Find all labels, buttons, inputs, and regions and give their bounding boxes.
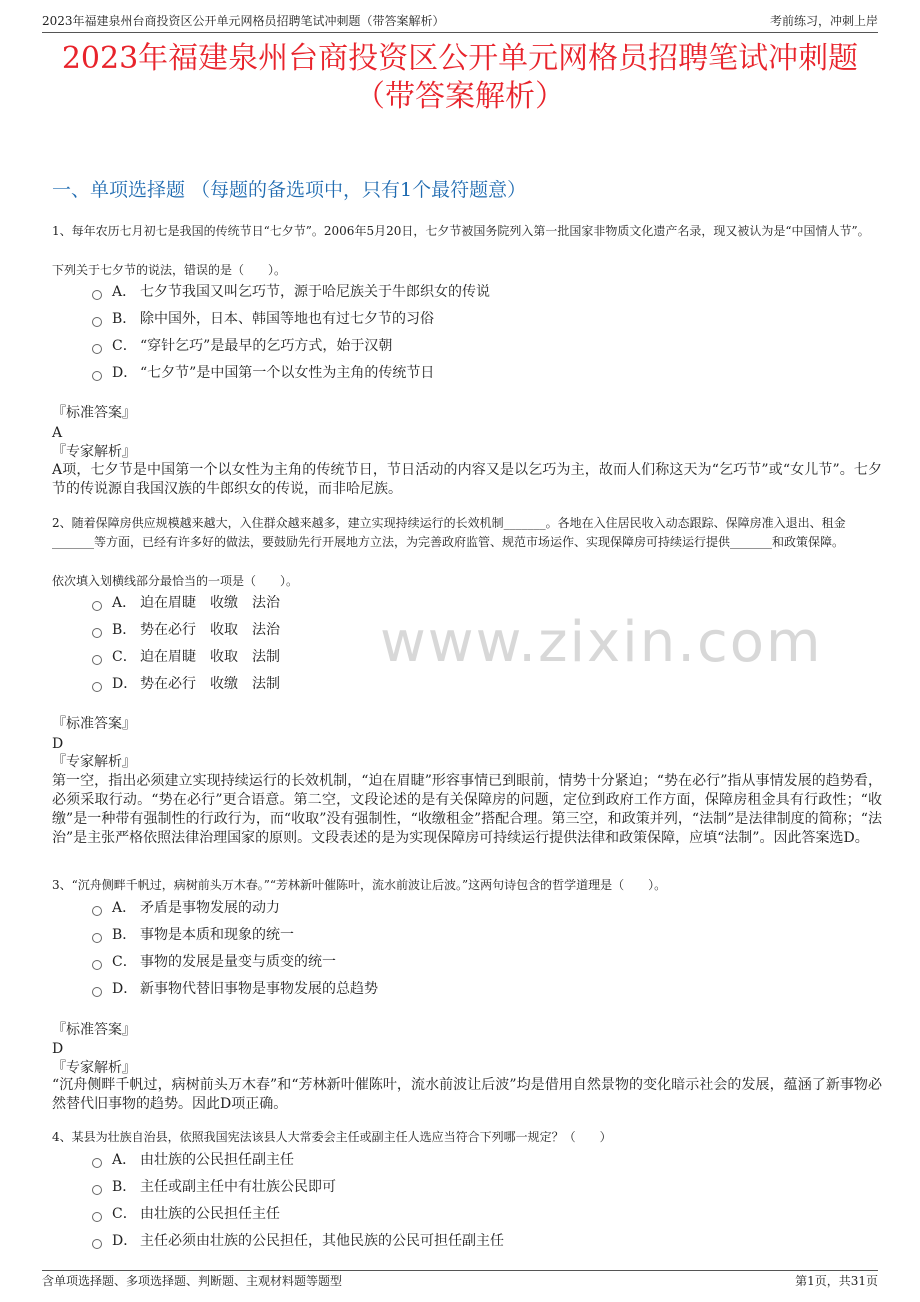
footer-page-number: 第1页，共31页 (795, 1274, 878, 1288)
header-doc-title: 2023年福建泉州台商投资区公开单元网格员招聘笔试冲刺题（带答案解析） (42, 14, 445, 28)
question-2-analysis-label: 『专家解析』 (52, 754, 136, 770)
question-2-option-a[interactable] (92, 593, 852, 613)
radio-icon[interactable] (92, 344, 102, 354)
question-2-option-c[interactable] (92, 647, 852, 667)
question-4-option-d[interactable] (92, 1231, 852, 1251)
question-1-answer: A (52, 425, 63, 441)
radio-icon[interactable] (92, 628, 102, 638)
question-1-option-b[interactable] (92, 309, 852, 329)
title-line-1: 2023年福建泉州台商投资区公开单元网格员招聘笔试冲刺题 (61, 41, 859, 76)
header-slogan: 考前练习，冲刺上岸 (769, 14, 878, 28)
option-text: 迫在眉睫 收取 法制 (140, 649, 280, 665)
page-title (40, 40, 880, 116)
option-letter: A． (112, 595, 137, 611)
question-1-analysis: A项，七夕节是中国第一个以女性为主角的传统节日，节日活动的内容又是以乞巧为主，故而人们称这天为“乞巧节”或“女儿节”。七夕节的传说源自我国汉族的牛郎织女的传说，而非哈尼族。 (52, 462, 882, 497)
option-letter: D． (112, 365, 138, 381)
question-3-option-c[interactable] (92, 952, 852, 972)
option-letter: B． (112, 927, 137, 943)
question-2-answer: D (52, 736, 64, 752)
option-text: 新事物代替旧事物是事物发展的总趋势 (140, 981, 378, 997)
option-letter: C． (112, 649, 137, 665)
option-text: 势在必行 收缴 法制 (140, 676, 280, 692)
radio-icon[interactable] (92, 933, 102, 943)
section-heading: 一、单项选择题 （每题的备选项中，只有1个最符题意） (52, 179, 527, 201)
option-letter: B． (112, 1179, 137, 1195)
question-3-option-b[interactable] (92, 925, 852, 945)
question-3-option-a[interactable] (92, 898, 852, 918)
question-4-option-b[interactable] (92, 1177, 852, 1197)
option-letter: D． (112, 1233, 138, 1249)
option-text: 迫在眉睫 收缴 法治 (140, 595, 280, 611)
question-3-option-d[interactable] (92, 979, 852, 999)
radio-icon[interactable] (92, 1239, 102, 1249)
question-3-answer: D (52, 1041, 64, 1057)
question-1-option-d[interactable] (92, 363, 852, 383)
radio-icon[interactable] (92, 655, 102, 665)
question-2-prompt: 依次填入划横线部分最恰当的一项是（ ）。 (52, 574, 299, 588)
watermark: www.zixin.com (380, 610, 823, 675)
radio-icon[interactable] (92, 601, 102, 611)
question-4-stem: 4、某县为壮族自治县，依照我国宪法该县人大常委会主任或副主任人选应当符合下列哪一规定？（ ） (52, 1130, 612, 1144)
option-text: 由壮族的公民担任副主任 (140, 1152, 294, 1168)
option-letter: B． (112, 622, 137, 638)
question-1-option-c[interactable] (92, 336, 852, 356)
radio-icon[interactable] (92, 1158, 102, 1168)
radio-icon[interactable] (92, 960, 102, 970)
option-text: 除中国外，日本、韩国等地也有过七夕节的习俗 (140, 311, 434, 327)
question-2-option-b[interactable] (92, 620, 852, 640)
question-2-option-d[interactable] (92, 674, 852, 694)
question-1-answer-label: 『标准答案』 (52, 405, 136, 421)
radio-icon[interactable] (92, 682, 102, 692)
option-letter: D． (112, 981, 138, 997)
radio-icon[interactable] (92, 1185, 102, 1195)
question-3-analysis: “沉舟侧畔千帆过，病树前头万木春”和“芳林新叶催陈叶，流水前波让后波”均是借用自然景物的变化暗示社会的发展，蕴涵了新事物必然替代旧事物的趋势。因此D项正确。 (52, 1077, 882, 1112)
question-1-analysis-label: 『专家解析』 (52, 444, 136, 460)
question-3-answer-label: 『标准答案』 (52, 1022, 136, 1038)
question-2-stem: 2、随着保障房供应规模越来越大，入住群众越来越多，建立实现持续运行的长效机制_______。各地在入住居民收入动态跟踪、保障房准入退出、租金_______等方面，已经有许多好的做法，要鼓励先行开展地方立法，为完善政府监管、规范市场运作、实现保障房可持续运行提供_______和政策保障。 (52, 516, 846, 549)
question-2-answer-label: 『标准答案』 (52, 716, 136, 732)
option-letter: A． (112, 284, 137, 300)
radio-icon[interactable] (92, 290, 102, 300)
page-header (42, 12, 878, 33)
radio-icon[interactable] (92, 317, 102, 327)
footer-question-types: 含单项选择题、多项选择题、判断题、主观材料题等题型 (42, 1274, 343, 1288)
option-letter: A． (112, 900, 137, 916)
option-text: 事物的发展是量变与质变的统一 (140, 954, 336, 970)
question-1-stem: 1、每年农历七月初七是我国的传统节日“七夕节”。2006年5月20日，七夕节被国务院列入第一批国家非物质文化遗产名录，现又被认为是“中国情人节”。 (52, 224, 870, 238)
option-letter: C． (112, 954, 137, 970)
option-text: 事物是本质和现象的统一 (140, 927, 294, 943)
option-text: 主任必须由壮族的公民担任，其他民族的公民可担任副主任 (140, 1233, 504, 1249)
radio-icon[interactable] (92, 371, 102, 381)
title-line-2: （带答案解析） (355, 79, 565, 114)
option-text: 矛盾是事物发展的动力 (140, 900, 280, 916)
option-letter: B． (112, 311, 137, 327)
question-1-option-a[interactable] (92, 282, 852, 302)
radio-icon[interactable] (92, 1212, 102, 1222)
page-footer (42, 1270, 878, 1291)
option-text: “七夕节”是中国第一个以女性为主角的传统节日 (140, 365, 435, 381)
option-text: 主任或副主任中有壮族公民即可 (140, 1179, 336, 1195)
question-4-option-c[interactable] (92, 1204, 852, 1224)
question-3-stem: 3、“沉舟侧畔千帆过，病树前头万木春。”“芳林新叶催陈叶，流水前波让后波。”这两句诗包含的哲学道理是（ ）。 (52, 878, 667, 892)
option-text: 七夕节我国又叫乞巧节，源于哈尼族关于牛郎织女的传说 (140, 284, 490, 300)
question-2-analysis: 第一空，指出必须建立实现持续运行的长效机制，“迫在眉睫”形容事情已到眼前，情势十分紧迫；“势在必行”指从事情发展的趋势看，必须采取行动。“势在必行”更合语意。第二空，文段论述的是有关保障房的问题，定位到政府工作方面，保障房租金具有行政性；“收缴”是一种带有强制性的行政行为，而“收取”没有强制性，“收缴租金”搭配合理。第三空，和政策并列，“法制”是法律制度的简称；“法治”是主张严格依照法律治理国家的原则。文段表述的是为实现保障房可持续运行提供法律和政策保障，应填“法制”。因此答案选D。 (52, 773, 882, 846)
radio-icon[interactable] (92, 987, 102, 997)
radio-icon[interactable] (92, 906, 102, 916)
option-letter: C． (112, 1206, 137, 1222)
option-text: 势在必行 收取 法治 (140, 622, 280, 638)
question-4-option-a[interactable] (92, 1150, 852, 1170)
option-letter: A． (112, 1152, 137, 1168)
question-1-prompt: 下列关于七夕节的说法，错误的是（ ）。 (52, 263, 287, 277)
option-text: “穿针乞巧”是最早的乞巧方式，始于汉朝 (140, 338, 393, 354)
question-3-analysis-label: 『专家解析』 (52, 1060, 136, 1076)
option-letter: D． (112, 676, 138, 692)
option-text: 由壮族的公民担任主任 (140, 1206, 280, 1222)
option-letter: C． (112, 338, 137, 354)
